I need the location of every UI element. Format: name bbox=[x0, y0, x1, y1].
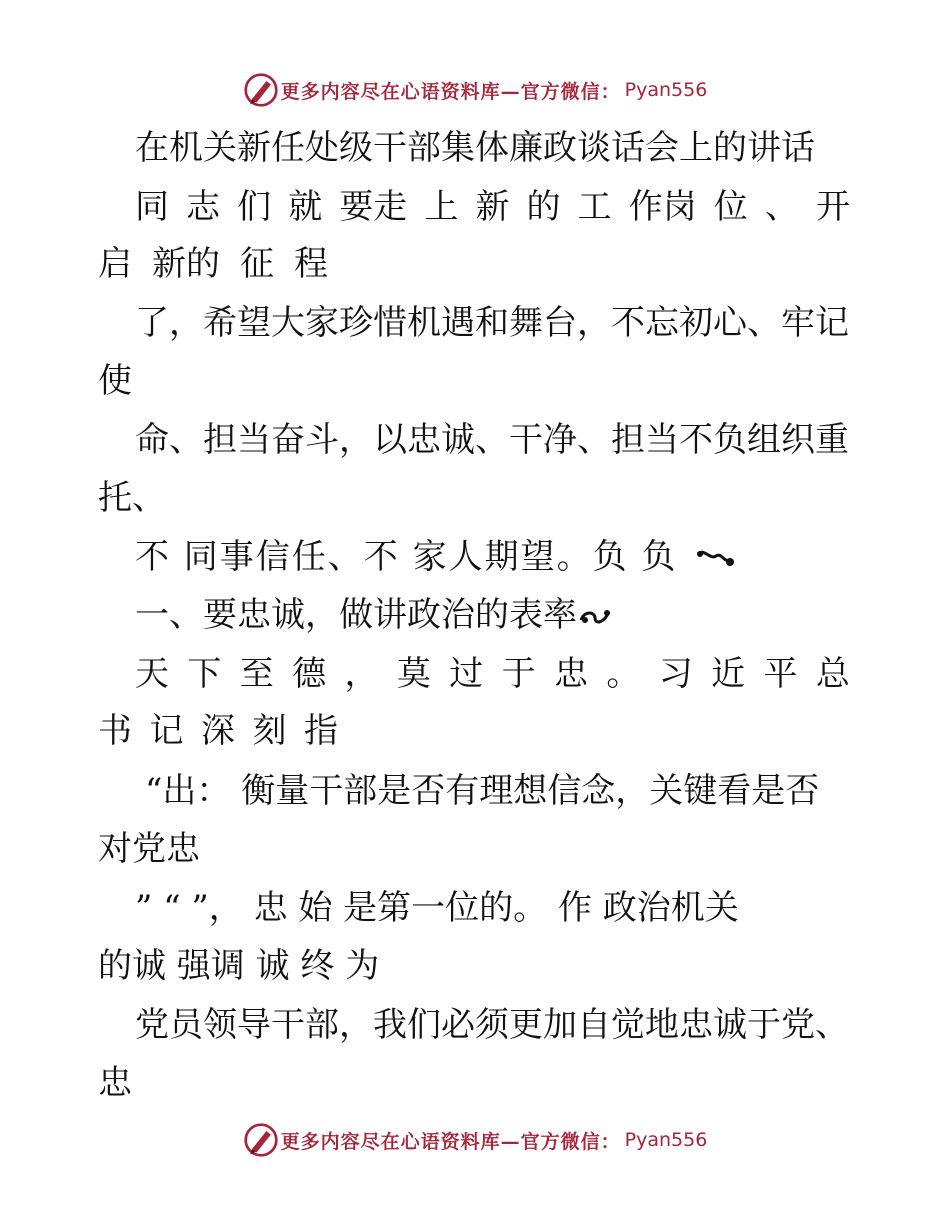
section-heading: 一、要忠诚，做讲政治的表率 bbox=[135, 595, 850, 635]
banner-wechat-id: Pyan556 bbox=[624, 79, 708, 101]
paragraph-line: 命、担当奋斗，以忠诚、干净、担当不负组织重 bbox=[135, 420, 849, 460]
banner-wechat-id: Pyan556 bbox=[624, 1129, 708, 1151]
pen-logo-icon bbox=[243, 72, 279, 108]
swirl-ornament-icon bbox=[577, 606, 613, 628]
paragraph-line: 托、 bbox=[98, 478, 166, 518]
paragraph-line: 同 志 们 就 要走 上 新 的 工 作岗 位 、 开 bbox=[135, 187, 850, 227]
footer-banner bbox=[0, 1120, 950, 1160]
paragraph-line: 的诚 强调 诚 终 为 bbox=[98, 946, 380, 986]
pen-logo-icon bbox=[243, 1122, 279, 1158]
paragraph-line: 启 新的 征 程 bbox=[98, 244, 328, 284]
paragraph-line: 天 下 至 德 ， 莫 过 于 忠 。 习 近 平 总 bbox=[135, 654, 850, 694]
paragraph-line: 使 bbox=[98, 361, 132, 401]
paragraph-line: 党员领导干部，我们必须更加自觉地忠诚于党、 bbox=[135, 1005, 849, 1045]
paragraph-line: 对党忠 bbox=[98, 829, 200, 869]
swirl-ornament-icon bbox=[694, 546, 736, 572]
header-banner bbox=[0, 70, 950, 110]
paragraph-line: 了，希望大家珍惜机遇和舞台，不忘初心、牢记 bbox=[135, 303, 849, 343]
paragraph-line: 忠 bbox=[98, 1063, 132, 1103]
banner-text: 更多内容尽在心语资料库—官方微信： bbox=[280, 1130, 621, 1153]
doc-title: 在机关新任处级干部集体廉政谈话会上的讲话 bbox=[135, 128, 815, 168]
paragraph-line: “出： 衡量干部是否有理想信念，关键看是否 bbox=[145, 771, 820, 811]
banner-text: 更多内容尽在心语资料库—官方微信： bbox=[280, 80, 621, 103]
paragraph-line: 书 记 深 刻 指 bbox=[98, 711, 338, 751]
paragraph-line: ” “ ”， 忠 始 是第一位的。 作 政治机关 bbox=[135, 888, 739, 928]
paragraph-line: 不 同事信任、不 家人期望。负 负 bbox=[135, 537, 850, 577]
